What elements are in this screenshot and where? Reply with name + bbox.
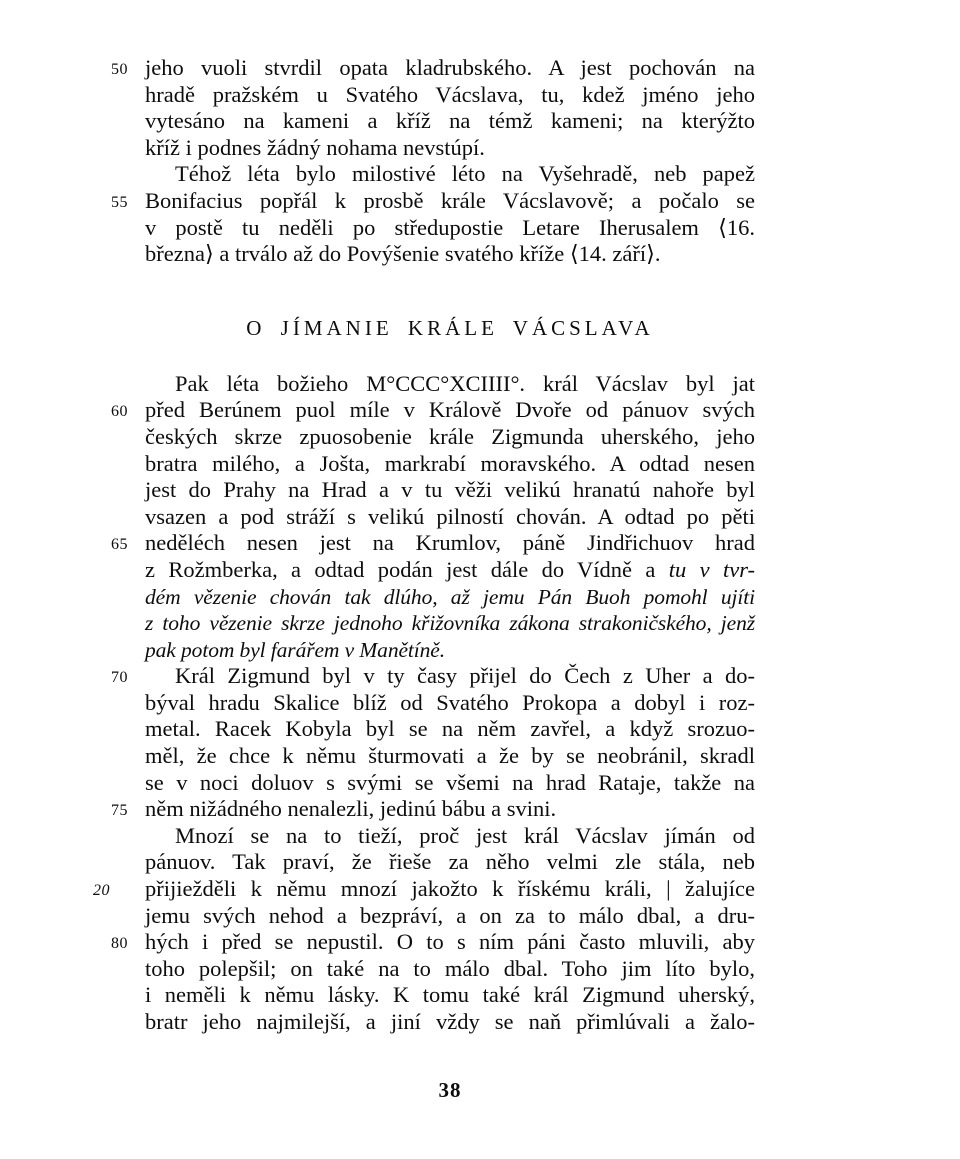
text-segment: bratra milého, a Jošta, markrabí moravského. A odtad nesen xyxy=(145,450,755,476)
text-line xyxy=(111,55,755,82)
folio-number: 20 xyxy=(93,882,110,900)
text-segment: Král Zigmund byl v ty časy přijel do Čech z Uher a do- xyxy=(175,663,755,689)
italic-text-segment: pak potom byl farářem v Manětíně. xyxy=(145,637,446,662)
text-line xyxy=(111,187,755,215)
text-line xyxy=(145,424,755,451)
text-line xyxy=(145,371,755,398)
text-segment: Pak léta božieho M°CCC°XCIIII°. král Vácslav byl jat xyxy=(175,370,755,396)
text-line xyxy=(93,876,755,903)
text-segment: z Rožmberka, a odtad podán jest dále do Vídně a xyxy=(145,556,669,582)
italic-text-segment: dém vězenie chován tak dlúho, až jemu Pán Buoh pomohl ujíti xyxy=(145,584,755,609)
text-line xyxy=(145,690,755,717)
text-segment: měl, že chce k němu šturmovati a že by se neobránil, skradl xyxy=(145,743,755,769)
text-block xyxy=(93,55,755,1036)
text-line xyxy=(111,796,755,823)
text-segment: bratr jeho najmilejší, a jiní vždy se naň přimlúvali a žalo- xyxy=(145,1009,755,1034)
text-segment: jemu svých nehod a bezpráví, a on za to málo dbal, a dru- xyxy=(145,902,755,928)
text-line xyxy=(145,557,755,584)
line-number: 70 xyxy=(111,669,128,687)
text-segment: jest do Prahy na Hrad a v tu věži velikú hranatú nahoře byl xyxy=(145,477,755,503)
text-line xyxy=(145,823,755,850)
text-line xyxy=(145,82,755,109)
text-segment: toho polepšil; on také na to málo dbal. Toho jim líto bylo, xyxy=(145,955,755,981)
text-line xyxy=(111,929,755,956)
text-segment: hradě pražském u Svatého Vácslava, tu, kdež jméno jeho xyxy=(145,81,755,107)
text-line xyxy=(145,241,755,268)
italic-text-segment: tu v tvr- xyxy=(668,556,755,582)
text-line xyxy=(145,215,755,242)
text-line xyxy=(145,161,755,188)
text-line xyxy=(145,770,755,797)
text-segment: býval hradu Skalice blíž od Svatého Prokopa a dobyl i roz- xyxy=(145,689,755,715)
text-line xyxy=(145,849,755,876)
text-segment: i neměli k němu lásky. K tomu také král Zigmund uherský, xyxy=(145,982,755,1008)
text-segment: vytesáno na kameni a kříž na témž kameni; na kterýžto xyxy=(145,108,755,134)
text-segment: v postě tu neděli po středupostie Letare Iherusalem ⟨16. xyxy=(145,214,755,240)
text-segment: metal. Racek Kobyla byl se na něm zavřel, a když srozuo- xyxy=(145,716,755,742)
line-number: 75 xyxy=(111,802,128,820)
line-number: 80 xyxy=(111,935,128,953)
text-segment: vsazen a pod stráží s velikú pilností chován. A odtad po pěti xyxy=(145,503,755,529)
text-segment: Mnozí se na to tieží, proč jest král Vácslav jímán od xyxy=(175,822,755,848)
text-line xyxy=(145,584,755,611)
text-line xyxy=(145,135,755,162)
text-segment: pánuov. Tak praví, že řieše za něho velmi zle stála, neb xyxy=(145,849,755,875)
italic-text-segment: z toho vězenie skrze jednoho křižovníka zákona strakoničského, jenž xyxy=(145,611,755,636)
text-segment: se v noci doluov s svými se všemi na hrad Rataje, takže na xyxy=(145,769,755,795)
text-segment: března⟩ a trválo až do Povýšenie svatého kříže ⟨14. září⟩. xyxy=(145,241,661,267)
text-segment: kříž i podnes žádný nohama nevstúpí. xyxy=(145,134,485,160)
text-line xyxy=(145,956,755,983)
text-line xyxy=(145,903,755,930)
text-line xyxy=(145,451,755,478)
line-number: 55 xyxy=(111,193,128,211)
text-line xyxy=(145,108,755,135)
text-segment: jeho vuoli stvrdil opata kladrubského. A jest pochován na xyxy=(145,55,755,80)
text-line xyxy=(145,477,755,504)
text-line xyxy=(145,610,755,637)
line-number: 50 xyxy=(111,61,128,78)
text-line xyxy=(111,663,755,690)
text-line xyxy=(111,397,755,424)
text-segment: před Berúnem puol míle v Králově Dvoře od pánuov svých xyxy=(145,397,755,423)
line-number: 65 xyxy=(111,536,128,554)
text-line xyxy=(145,982,755,1009)
text-line xyxy=(145,637,755,664)
text-line xyxy=(111,530,755,557)
text-segment: neděléch nesen jest na Krumlov, páně Jindřichuov hrad xyxy=(145,530,755,556)
page-number: 38 xyxy=(438,1078,462,1102)
text-line xyxy=(145,716,755,743)
section-heading: O JÍMANIE KRÁLE VÁCSLAVA xyxy=(246,315,654,340)
text-segment: přijiežděli k němu mnozí jakožto k řískému králi, | žalujíce xyxy=(145,876,755,902)
text-line xyxy=(145,743,755,770)
line-number: 60 xyxy=(111,403,128,421)
text-segment: hých i před se nepustil. O to s ním páni často mluvili, aby xyxy=(145,929,755,955)
text-line xyxy=(145,1009,755,1036)
text-segment: něm nižádného nenalezli, jedinú bábu a svini. xyxy=(145,796,557,822)
text-segment: Téhož léta bylo milostivé léto na Vyšehradě, neb papež xyxy=(175,161,755,187)
text-segment: Bonifacius popřál k prosbě krále Vácslavově; a počalo se xyxy=(145,187,755,213)
text-line xyxy=(145,504,755,531)
text-segment: českých skrze zpuosobenie krále Zigmunda uherského, jeho xyxy=(145,423,755,449)
